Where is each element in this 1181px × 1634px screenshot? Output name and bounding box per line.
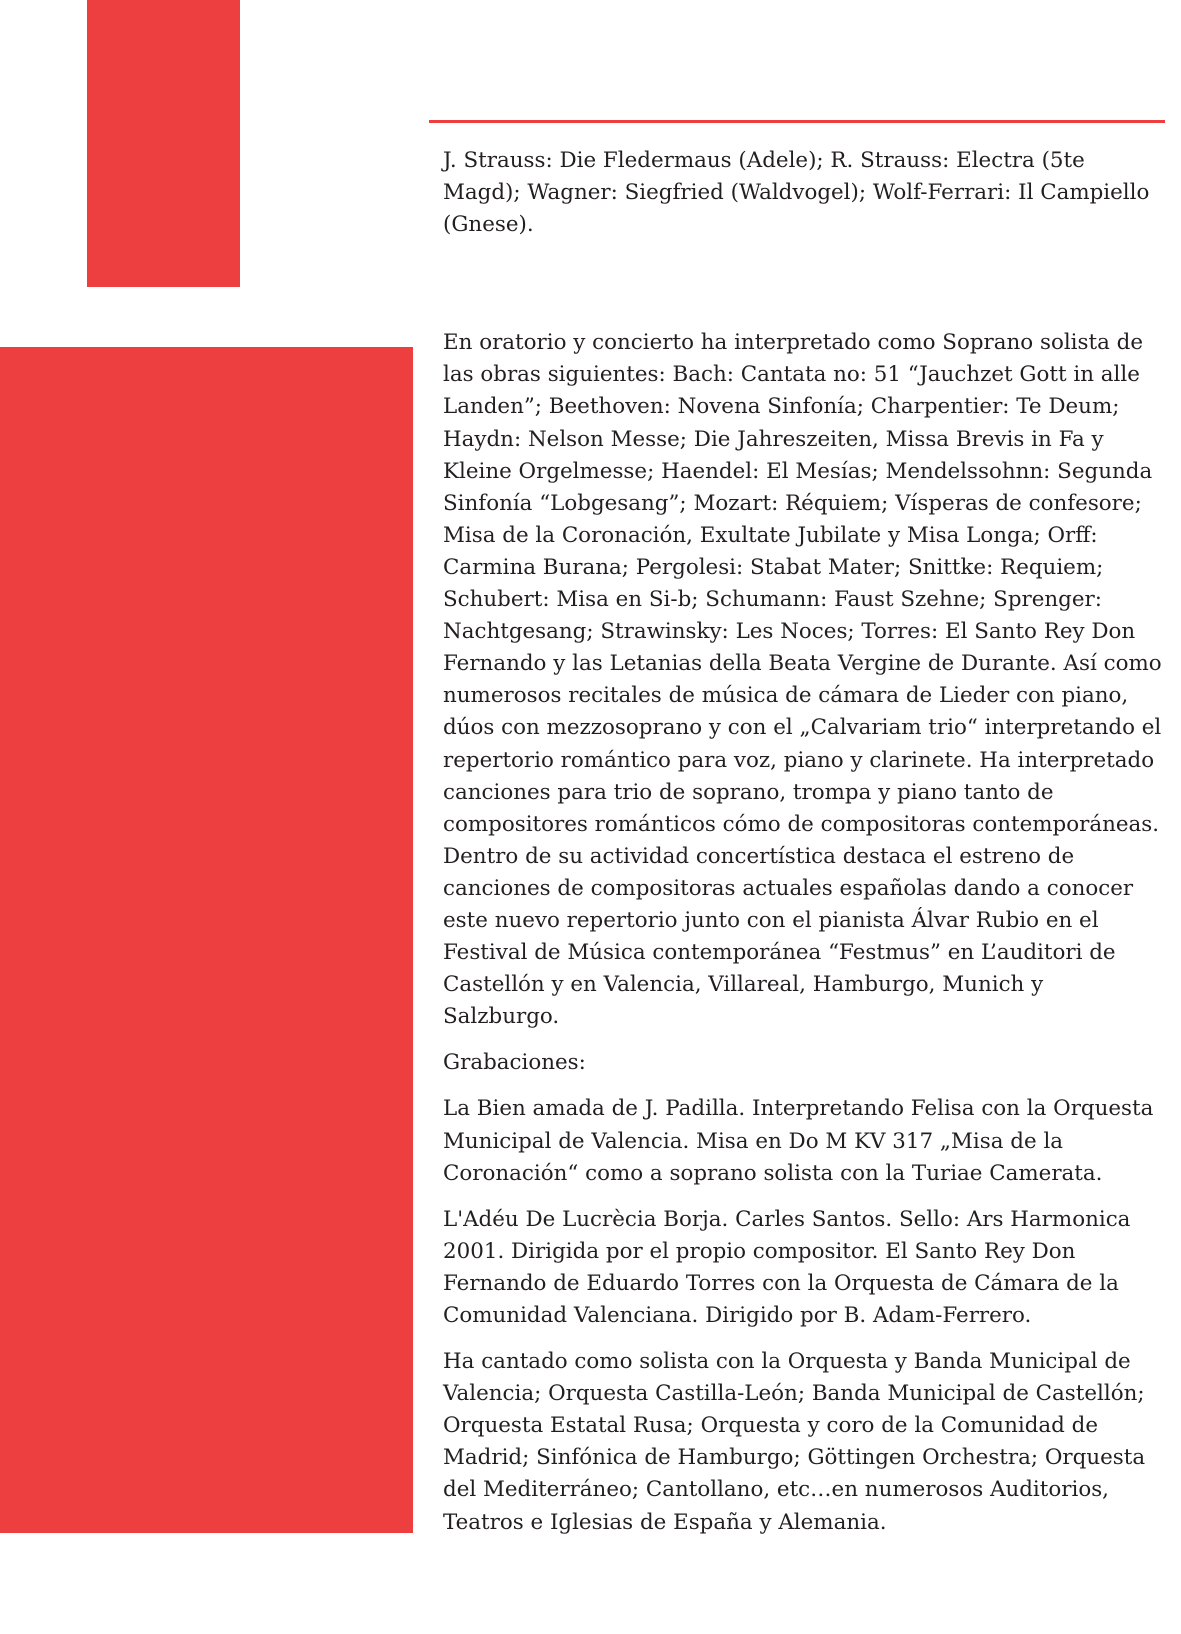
- recording-paragraph: La Bien amada de J. Padilla. Interpretando Felisa con la Orquesta Municipal de Valencia. Misa en Do M KV 317 „Misa de la Coronación“ como a soprano solista con la Turiae Camerata.: [443, 1096, 1154, 1186]
- header-rule: [429, 120, 1165, 123]
- recording-paragraph: L'Adéu De Lucrècia Borja. Carles Santos. Sello: Ars Harmonica 2001. Dirigida por el propio compositor. El Santo Rey Don Fernando de Eduardo Torres con la Orquesta de Cámara de la Comunidad Valenciana. Dirigido por B. Adam-Ferrero.: [443, 1206, 1131, 1328]
- recordings-heading: Grabaciones:: [443, 1050, 586, 1076]
- side-accent-block: [0, 347, 413, 1533]
- opera-roles-paragraph: J. Strauss: Die Fledermaus (Adele); R. Strauss: Electra (5te Magd); Wagner: Siegfried (Waldvogel); Wolf-Ferrari: Il Campiello (Gnese).: [443, 148, 1150, 238]
- oratorio-concert-paragraph: En oratorio y concierto ha interpretado como Soprano solista de las obras siguientes: Bach: Cantata no: 51 “Jauchzet Gott in alle Landen”; Beethoven: Novena Sinfonía; Charpentier: Te Deum; Haydn: Nelson Messe; Die Jahreszeiten, Missa Brevis in Fa y Kleine Orgelmesse; Haendel: El Mesías; Mendelssohnn: Segunda Sinfonía “Lobgesang”; Mozart: Réquiem; Vísperas de confesore; Misa de la Coronación, Exultate Jubilate y Misa Longa; Orff: Carmina Burana; Pergolesi: Stabat Mater; Snittke: Requiem; Schubert: Misa en Si-b; Schumann: Faust Szehne; Sprenger: Nachtgesang; Strawinsky: Les Noces; Torres: El Santo Rey Don Fernando y las Letanias della Beata Vergine de Durante. Así como numerosos recitales de música de cámara de Lieder con piano, dúos con mezzosoprano y con el „Calvariam trio“ interpretando el repertorio romántico para voz, piano y clarinete. Ha interpretado canciones para trio de soprano, trompa y piano tanto de compositores románticos cómo de compositoras contemporáneas. Dentro de su actividad concertística destaca el estreno de canciones de compositoras actuales españolas dando a conocer este nuevo repertorio junto con el pianista Álvar Rubio en el Festival de Música contemporánea “Festmus” en L’auditori de Castellón y en Valencia, Villareal, Hamburgo, Munich y Salzburgo.: [443, 330, 1162, 1030]
- soloist-paragraph: Ha cantado como solista con la Orquesta y Banda Municipal de Valencia; Orquesta Castilla-León; Banda Municipal de Castellón; Orquesta Estatal Rusa; Orquesta y coro de la Comunidad de Madrid; Sinfónica de Hamburgo; Göttingen Orchestra; Orquesta del Mediterráneo; Cantollano, etc…en numerosos Auditorios, Teatros e Iglesias de España y Alemania.: [443, 1349, 1146, 1535]
- top-accent-block: [87, 0, 240, 287]
- biography-text: [443, 145, 1165, 1539]
